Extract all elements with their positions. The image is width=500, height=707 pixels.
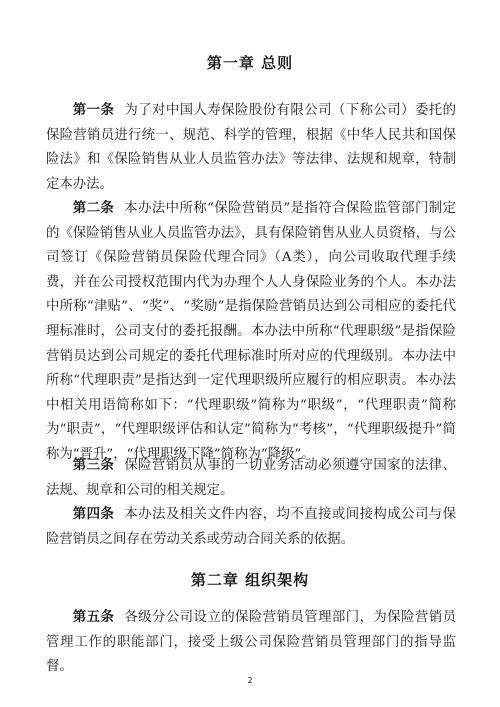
article-3: [46, 454, 456, 503]
article-label: 第二条: [72, 201, 115, 216]
chapter-title: 第二章 组织架构: [190, 571, 310, 589]
article-text: 各级分公司设立的保险营销员管理部门，为保险营销员管理工作的职能部门，接受上级公司保险营销员管理部门的指导监督。: [46, 610, 457, 675]
article-label: 第五条: [72, 610, 115, 625]
article-2: [46, 197, 456, 468]
article-text: 本办法中所称“保险营销员”是指符合保险监管部门制定的《保险销售从业人员监管办法》，具有保险销售从业人员资格，与公司签订《保险营销员保险代理合同》（A类），向公司收取代理手续费，并在公司授权范围内代为办理个人人身保险业务的个人。本办法中所称“津贴”、“奖”、“奖励”是指保险营销员达到公司相应的委托代理标准时，公司支付的委托报酬。本办法中所称“代理职级”是指保险营销员达到公司规定的委托代理标准时所对应的代理级别。本办法中所称“代理职责”是指达到一定代理职级所应履行的相应职责。本办法中相关用语简称如下：“代理职级”简称为“职级”，“代理职责”简称为“职责”，“代理职级评估和认定”简称为“考核”，“代理职级提升”简称为“晋升”，“代理职级下降”简称为“降级”。: [46, 201, 456, 462]
article-text: 本办法及相关文件内容，均不直接或间接构成公司与保险营销员之间存在劳动关系或劳动合同关系的依据。: [46, 507, 457, 547]
article-text: 为了对中国人寿保险股份有限公司（下称公司）委托的保险营销员进行统一、规范、科学的管理，根据《中华人民共和国保险法》和《保险销售从业人员监管办法》等法律、法规和规章，特制定本办法。: [46, 103, 457, 192]
article-4: [46, 503, 456, 552]
article-label: 第四条: [72, 507, 115, 522]
article-text: 保险营销员从事的一切业务活动必须遵守国家的法律、法规、规章和公司的相关规定。: [46, 458, 457, 498]
article-1: [46, 99, 456, 197]
article-label: 第一条: [72, 103, 115, 118]
article-label: 第三条: [72, 458, 115, 473]
article-5: [46, 606, 456, 680]
chapter-title: 第一章 总则: [206, 54, 294, 72]
page-number: 2: [247, 676, 253, 685]
